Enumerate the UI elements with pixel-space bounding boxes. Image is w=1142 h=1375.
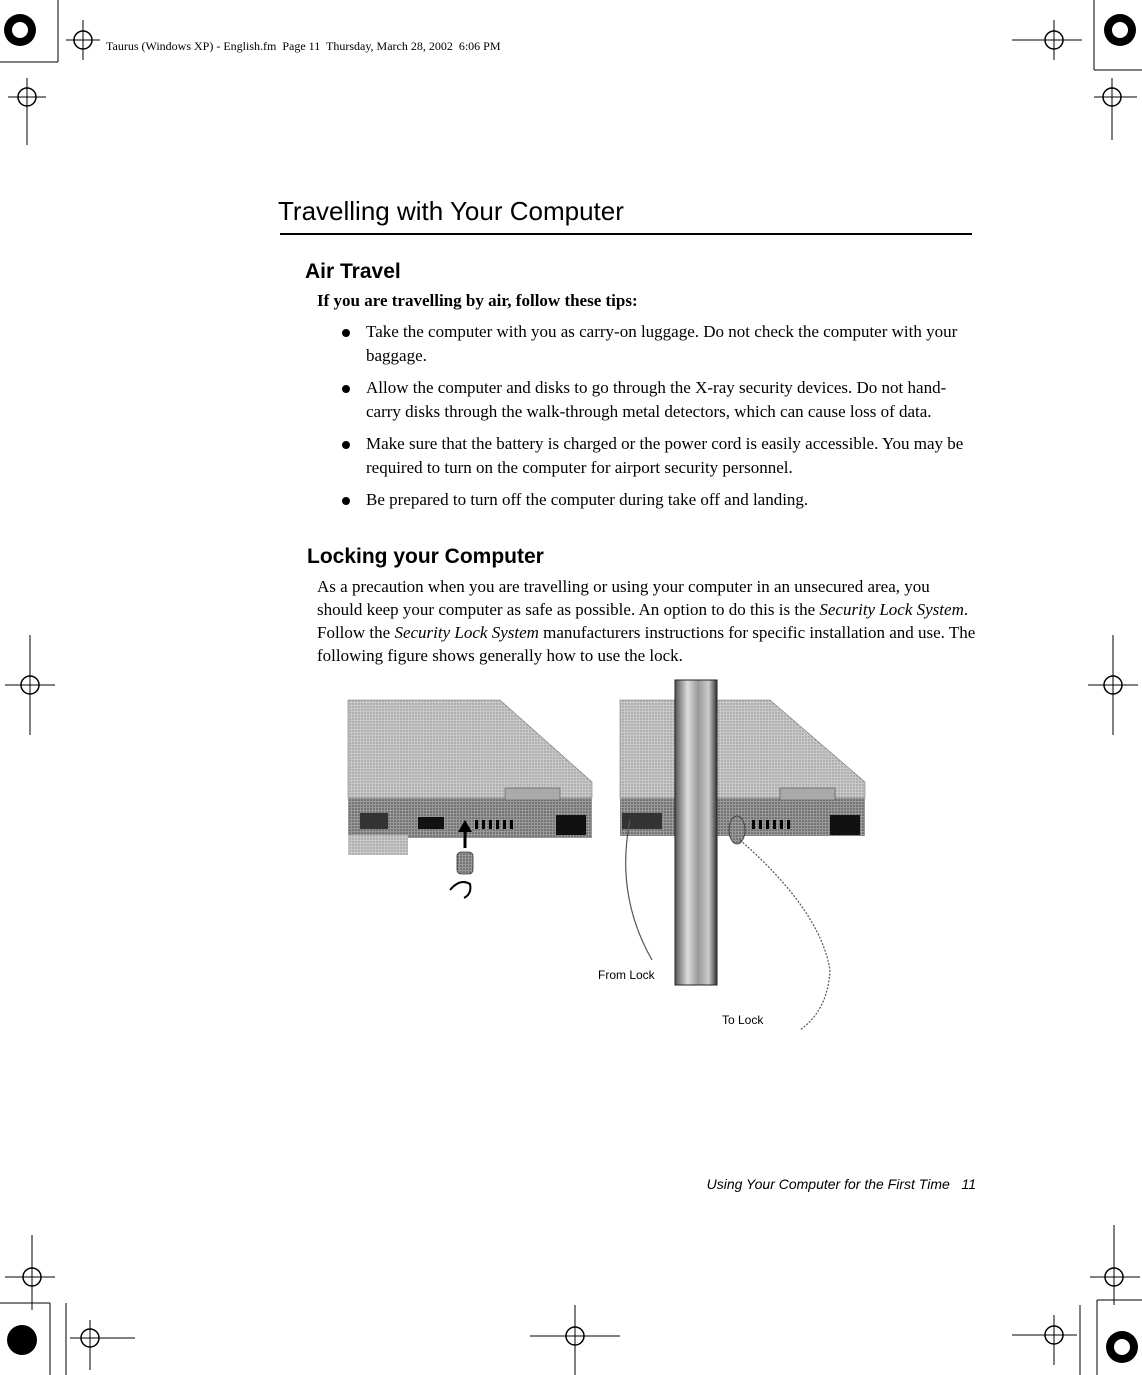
- cable: [740, 840, 830, 1030]
- section-heading-locking: Locking your Computer: [307, 545, 544, 568]
- para-text: manufacturers instructions for specific installation and use. The following figure shows generally how to use the lock.: [317, 623, 976, 665]
- title-rule: [280, 233, 972, 235]
- registration-mark-icon: [1002, 1225, 1142, 1375]
- footer-text: Using Your Computer for the First Time: [706, 1176, 950, 1192]
- para-text: . Follow the: [317, 600, 969, 642]
- air-travel-lead: If you are travelling by air, follow these tips:: [317, 291, 638, 310]
- registration-mark-icon: [1085, 635, 1142, 735]
- list-item: Take the computer with you as carry-on luggage. Do not check the computer with your baggage.: [340, 320, 980, 368]
- registration-mark-icon: [530, 1300, 620, 1375]
- laptop-right: [620, 700, 865, 844]
- list-item: Make sure that the battery is charged or the power cord is easily accessible. You may be required to turn on the computer for airport security personnel.: [340, 432, 980, 480]
- para-italic: Security Lock System: [819, 600, 964, 619]
- para-italic: Security Lock System: [394, 623, 539, 642]
- cable: [626, 820, 652, 960]
- pole: [675, 680, 717, 985]
- page-footer: [707, 1176, 976, 1192]
- registration-mark-icon: [0, 635, 60, 735]
- registration-mark-icon: [1002, 0, 1142, 150]
- para-text: As a precaution when you are travelling or using your computer in an unsecured area, you should keep your computer as safe as possible. An option to do this is the: [317, 577, 930, 619]
- registration-mark-icon: [0, 0, 140, 150]
- list-item: Be prepared to turn off the computer during take off and landing.: [340, 488, 980, 512]
- security-lock-illustration: [340, 670, 880, 1050]
- list-item: Allow the computer and disks to go through the X-ray security devices. Do not hand-carry disks through the walk-through metal detectors, which can cause loss of data.: [340, 376, 980, 424]
- section-heading-air-travel: Air Travel: [305, 260, 401, 283]
- air-travel-tips-list: [340, 320, 980, 520]
- page-number: 11: [961, 1176, 976, 1192]
- locking-paragraph: [317, 575, 977, 667]
- laptop-left: [348, 700, 592, 898]
- registration-mark-icon: [0, 1235, 140, 1375]
- label-to-lock: To Lock: [722, 1013, 764, 1027]
- slug-line: Taurus (Windows XP) - English.fm Page 11 Thursday, March 28, 2002 6:06 PM: [106, 39, 501, 53]
- label-from-lock: From Lock: [598, 968, 655, 982]
- page-title: Travelling with Your Computer: [278, 196, 624, 226]
